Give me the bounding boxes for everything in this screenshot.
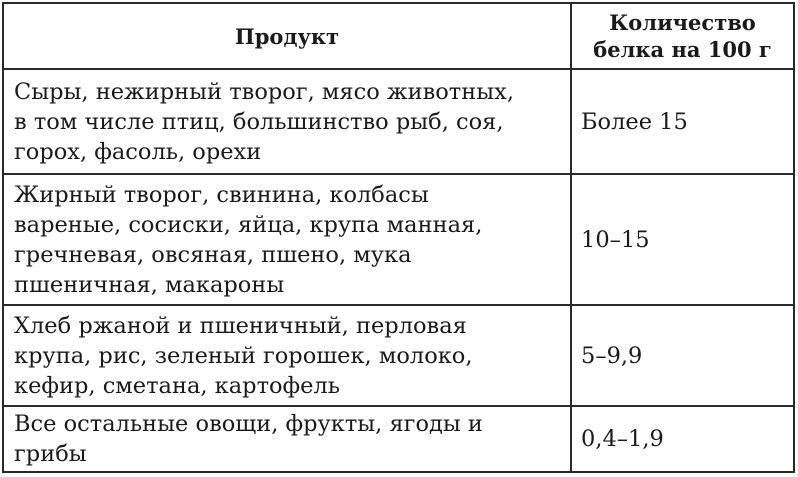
product-cell	[4, 407, 570, 471]
protein-table	[2, 2, 795, 473]
product-text-line: крупа, рис, зеленый горошек, молоко,	[14, 342, 473, 369]
product-cell	[4, 175, 570, 304]
table-header-row	[4, 4, 793, 70]
amount-value: Более 15	[581, 108, 688, 135]
product-text-line: Все остальные овощи, фрукты, ягоды и	[14, 411, 483, 437]
header-amount-label-line1: Количество	[609, 10, 756, 35]
product-text-line: Хлеб ржаной и пшеничный, перловая	[14, 312, 467, 339]
product-text-line: Сыры, нежирный творог, мясо животных,	[14, 78, 514, 105]
header-amount-cell	[572, 4, 793, 68]
amount-value: 10–15	[581, 226, 650, 253]
table-row	[4, 306, 793, 407]
product-text-line: в том числе птиц, большинство рыб, соя,	[14, 108, 504, 135]
table-row	[4, 407, 793, 471]
table-row	[4, 70, 793, 175]
product-text-line: горох, фасоль, орехи	[14, 138, 262, 165]
product-text-line: Жирный творог, свинина, колбасы	[14, 181, 429, 208]
product-cell	[4, 70, 570, 173]
amount-cell	[572, 70, 793, 173]
header-product-cell	[4, 4, 570, 68]
amount-cell	[572, 306, 793, 405]
product-text-line: грибы	[14, 441, 87, 467]
product-text-line: пшеничная, макароны	[14, 271, 285, 298]
amount-cell	[572, 175, 793, 304]
product-cell	[4, 306, 570, 405]
product-text-line: вареные, сосиски, яйца, крупа манная,	[14, 211, 483, 238]
amount-cell	[572, 407, 793, 471]
header-amount-label-line2: белка на 100 г	[593, 37, 772, 62]
product-text-line: гречневая, овсяная, пшено, мука	[14, 241, 412, 268]
product-text-line: кефир, сметана, картофель	[14, 372, 341, 399]
amount-value: 5–9,9	[581, 342, 643, 369]
amount-value: 0,4–1,9	[581, 426, 664, 452]
table-row	[4, 175, 793, 306]
header-product-label: Продукт	[234, 23, 340, 49]
